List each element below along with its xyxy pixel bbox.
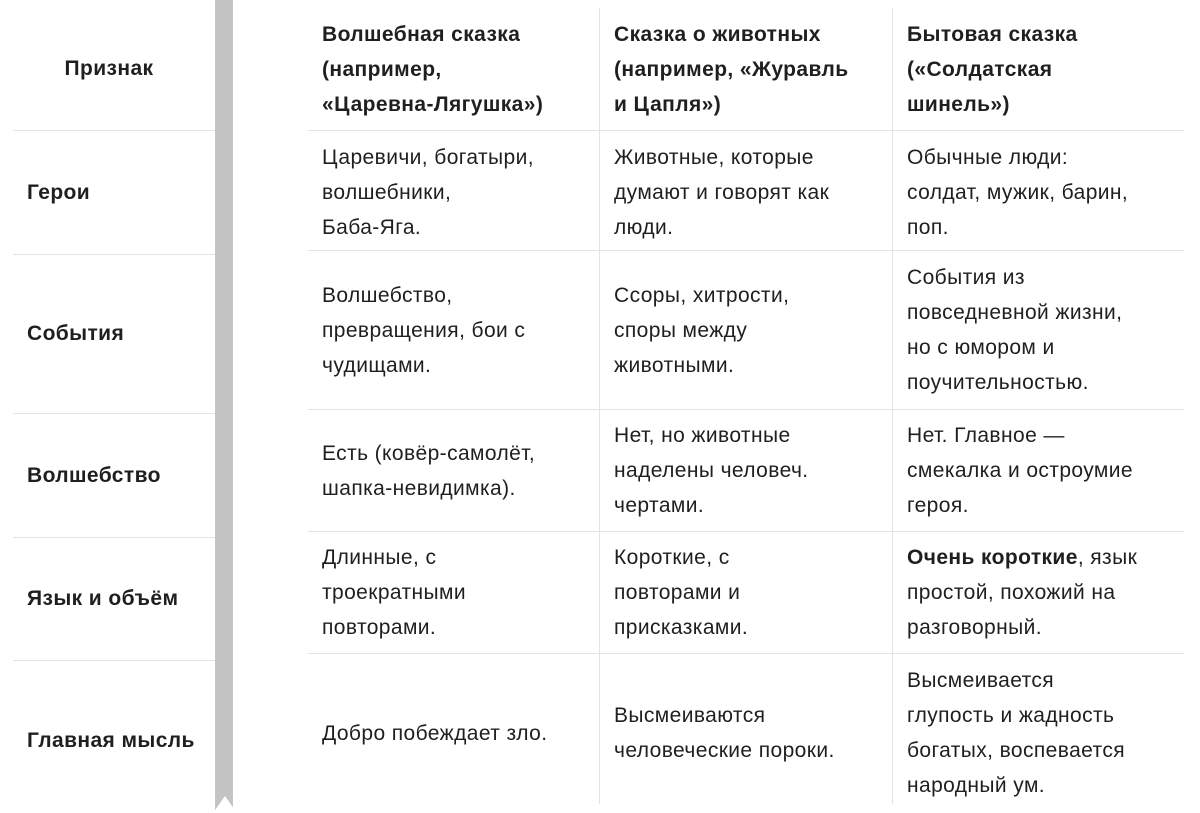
row-label-main-idea: Главная мысль <box>27 729 195 752</box>
cell-language-everyday <box>893 532 1184 653</box>
header-fairy-tale-everyday: Бытовая сказка («Солдатская шинель») <box>907 22 1078 116</box>
row-label-magic: Волшебство <box>27 463 161 487</box>
cell-heroes-everyday: Обычные люди: солдат, мужик, барин, поп. <box>907 146 1129 239</box>
cell-heroes-magic: Царевичи, богатыри, волшебники, Баба-Яга. <box>322 146 534 239</box>
frozen-column <box>13 0 215 813</box>
cell-language-everyday-rest: , язык простой, похожий на разговорный. <box>907 546 1138 639</box>
cell-events-everyday: События из повседневной жизни, но с юмором и поучительностью. <box>907 266 1123 394</box>
header-fairy-tale-animals: Сказка о животных (например, «Журавль и Цапля») <box>614 22 849 116</box>
cell-main-idea-everyday: Высмеивается глупость и жадность богатых, воспевается народный ум. <box>907 669 1125 797</box>
comparison-table <box>308 0 1184 804</box>
header-fairy-tale-magic: Волшебная сказка (например, «Царевна-Лягушка») <box>322 22 544 116</box>
cell-main-idea-animals: Высмеиваются человеческие пороки. <box>614 704 835 762</box>
row-label-heroes: Герои <box>27 180 91 204</box>
emphasis-very-short: Очень короткие <box>907 546 1078 569</box>
header-feature: Признак <box>64 57 154 80</box>
scroll-separator-edge <box>233 0 241 813</box>
horizontal-scroll-separator[interactable] <box>215 0 233 813</box>
cell-heroes-animals: Животные, которые думают и говорят как люди. <box>614 146 830 239</box>
row-label-events: События <box>27 322 125 345</box>
cell-magic-magic: Есть (ковёр-самолёт, шапка-невидимка). <box>322 441 536 500</box>
row-label-language: Язык и объём <box>27 587 179 610</box>
cell-magic-animals: Нет, но животные наделены человеч. чертами. <box>614 424 809 517</box>
cell-magic-everyday: Нет. Главное — смекалка и остроумие героя. <box>907 424 1133 517</box>
cell-language-magic: Длинные, с троекратными повторами. <box>322 546 467 639</box>
cell-events-animals: Ссоры, хитрости, споры между животными. <box>614 283 790 377</box>
cell-main-idea-magic: Добро побеждает зло. <box>322 721 548 745</box>
cell-language-everyday-text <box>907 540 1137 645</box>
cell-language-animals: Короткие, с повторами и присказками. <box>614 546 749 639</box>
cell-events-magic: Волшебство, превращения, бои с чудищами. <box>322 283 526 377</box>
